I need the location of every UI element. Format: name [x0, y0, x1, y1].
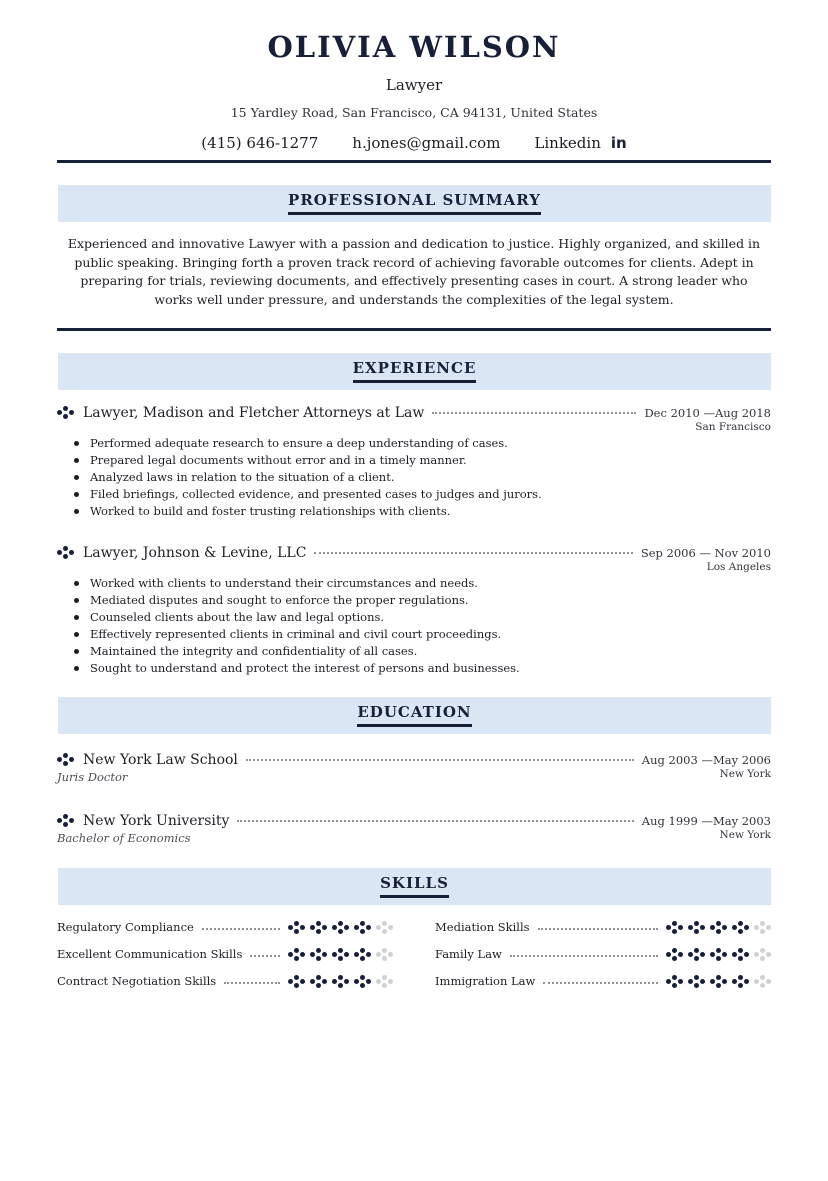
degree: Bachelor of Economics: [57, 831, 191, 845]
skills-heading: SKILLS: [380, 874, 449, 898]
experience-location: Los Angeles: [706, 561, 771, 573]
skill-name: Contract Negotiation Skills: [57, 974, 217, 988]
rating-dot-filled-icon: [732, 975, 749, 988]
experience-title: Lawyer, Madison and Fletcher Attorneys at Law: [83, 405, 425, 421]
rating-dot-filled-icon: [688, 975, 705, 988]
skill-rating: [288, 975, 393, 988]
rating-dot-filled-icon: [710, 948, 727, 961]
list-item: Analyzed laws in relation to the situation of a client.: [74, 469, 674, 486]
linkedin-label: Linkedin: [534, 134, 601, 152]
rating-dot-filled-icon: [288, 948, 305, 961]
rating-dot-filled-icon: [288, 975, 305, 988]
dotted-leader: [246, 759, 634, 761]
linkedin-link[interactable]: [534, 134, 626, 152]
skill-name: Regulatory Compliance: [57, 920, 194, 934]
list-item: Effectively represented clients in criminal and civil court proceedings.: [74, 626, 674, 643]
rating-dot-filled-icon: [310, 975, 327, 988]
experience-heading: EXPERIENCE: [353, 359, 477, 383]
summary-section-header: [58, 185, 771, 222]
list-item: Prepared legal documents without error and in a timely manner.: [74, 452, 674, 469]
summary-heading: PROFESSIONAL SUMMARY: [288, 191, 541, 215]
flower-bullet-icon: [57, 753, 74, 766]
flower-bullet-icon: [57, 546, 74, 559]
education-dates: Aug 2003 —May 2006: [641, 753, 771, 767]
rating-dot-filled-icon: [332, 921, 349, 934]
skill-name: Immigration Law: [435, 974, 536, 988]
rating-dot-filled-icon: [310, 921, 327, 934]
education-dates: Aug 1999 —May 2003: [641, 814, 771, 828]
experience-entry: [57, 402, 771, 433]
rating-dot-empty-icon: [754, 921, 771, 934]
education-entry: [57, 810, 771, 845]
skill-name: Mediation Skills: [435, 920, 530, 934]
rating-dot-filled-icon: [354, 975, 371, 988]
education-location: New York: [719, 829, 771, 841]
list-item: Counseled clients about the law and legal options.: [74, 609, 674, 626]
linkedin-icon: in: [610, 134, 627, 152]
dotted-leader: [237, 820, 633, 822]
education-heading: EDUCATION: [357, 703, 471, 727]
dotted-leader: [543, 982, 658, 984]
skill-row: [435, 920, 771, 934]
school-name: New York Law School: [83, 752, 238, 768]
list-item: Mediated disputes and sought to enforce the proper regulations.: [74, 592, 674, 609]
skill-rating: [666, 948, 771, 961]
dotted-leader: [250, 955, 280, 957]
candidate-name: OLIVIA WILSON: [267, 30, 561, 64]
rating-dot-filled-icon: [354, 921, 371, 934]
skill-row: [57, 920, 393, 934]
dotted-leader: [314, 552, 632, 554]
education-entry: [57, 749, 771, 784]
experience-title: Lawyer, Johnson & Levine, LLC: [83, 545, 307, 561]
rating-dot-filled-icon: [332, 975, 349, 988]
skill-rating: [666, 921, 771, 934]
rating-dot-filled-icon: [666, 948, 683, 961]
education-location: New York: [719, 768, 771, 780]
rating-dot-filled-icon: [688, 921, 705, 934]
rating-dot-filled-icon: [710, 921, 727, 934]
skill-rating: [288, 921, 393, 934]
dotted-leader: [224, 982, 280, 984]
school-name: New York University: [83, 813, 230, 829]
header-divider: [57, 160, 771, 163]
list-item: Sought to understand and protect the interest of persons and businesses.: [74, 660, 674, 677]
skills-section-header: [58, 868, 771, 905]
email-link[interactable]: h.jones@gmail.com: [352, 134, 501, 152]
rating-dot-filled-icon: [732, 948, 749, 961]
skill-rating: [288, 948, 393, 961]
dotted-leader: [202, 928, 280, 930]
skill-rating: [666, 975, 771, 988]
degree: Juris Doctor: [57, 770, 128, 784]
list-item: Performed adequate research to ensure a deep understanding of cases.: [74, 435, 674, 452]
rating-dot-filled-icon: [288, 921, 305, 934]
dotted-leader: [538, 928, 658, 930]
list-item: Filed briefings, collected evidence, and presented cases to judges and jurors.: [74, 486, 674, 503]
rating-dot-filled-icon: [732, 921, 749, 934]
rating-dot-empty-icon: [754, 975, 771, 988]
rating-dot-filled-icon: [310, 948, 327, 961]
experience-bullets: [74, 575, 674, 677]
rating-dot-empty-icon: [376, 921, 393, 934]
rating-dot-filled-icon: [354, 948, 371, 961]
experience-location: San Francisco: [695, 421, 771, 433]
rating-dot-filled-icon: [332, 948, 349, 961]
rating-dot-filled-icon: [666, 921, 683, 934]
rating-dot-empty-icon: [754, 948, 771, 961]
rating-dot-filled-icon: [710, 975, 727, 988]
summary-divider: [57, 328, 771, 331]
experience-entry: [57, 542, 771, 573]
list-item: Worked with clients to understand their circumstances and needs.: [74, 575, 674, 592]
flower-bullet-icon: [57, 406, 74, 419]
phone: (415) 646-1277: [201, 134, 319, 152]
skill-name: Excellent Communication Skills: [57, 947, 243, 961]
experience-bullets: [74, 435, 674, 520]
skill-row: [435, 947, 771, 961]
skill-row: [57, 947, 393, 961]
rating-dot-filled-icon: [666, 975, 683, 988]
skill-row: [57, 974, 393, 988]
experience-section-header: [58, 353, 771, 390]
dotted-leader: [510, 955, 658, 957]
education-section-header: [58, 697, 771, 734]
list-item: Worked to build and foster trusting relationships with clients.: [74, 503, 674, 520]
flower-bullet-icon: [57, 814, 74, 827]
experience-dates: Dec 2010 —Aug 2018: [644, 406, 771, 420]
skill-row: [435, 974, 771, 988]
experience-dates: Sep 2006 — Nov 2010: [640, 546, 771, 560]
job-title: Lawyer: [385, 76, 443, 94]
contact-row: [0, 134, 828, 152]
rating-dot-empty-icon: [376, 975, 393, 988]
skill-name: Family Law: [435, 947, 502, 961]
dotted-leader: [432, 412, 636, 414]
address: 15 Yardley Road, San Francisco, CA 94131, United States: [230, 105, 598, 120]
list-item: Maintained the integrity and confidentiality of all cases.: [74, 643, 674, 660]
summary-text: Experienced and innovative Lawyer with a passion and dedication to justice. Highly organized, and skilled in public speaking. Bringing forth a proven track record of achieving favorable outcomes for clients. Adept in preparing for trials, reviewing documents, and effectively presenting cases in court. A strong leader who works well under pressure, and understands the complexities of the legal system.: [67, 236, 761, 307]
rating-dot-empty-icon: [376, 948, 393, 961]
rating-dot-filled-icon: [688, 948, 705, 961]
